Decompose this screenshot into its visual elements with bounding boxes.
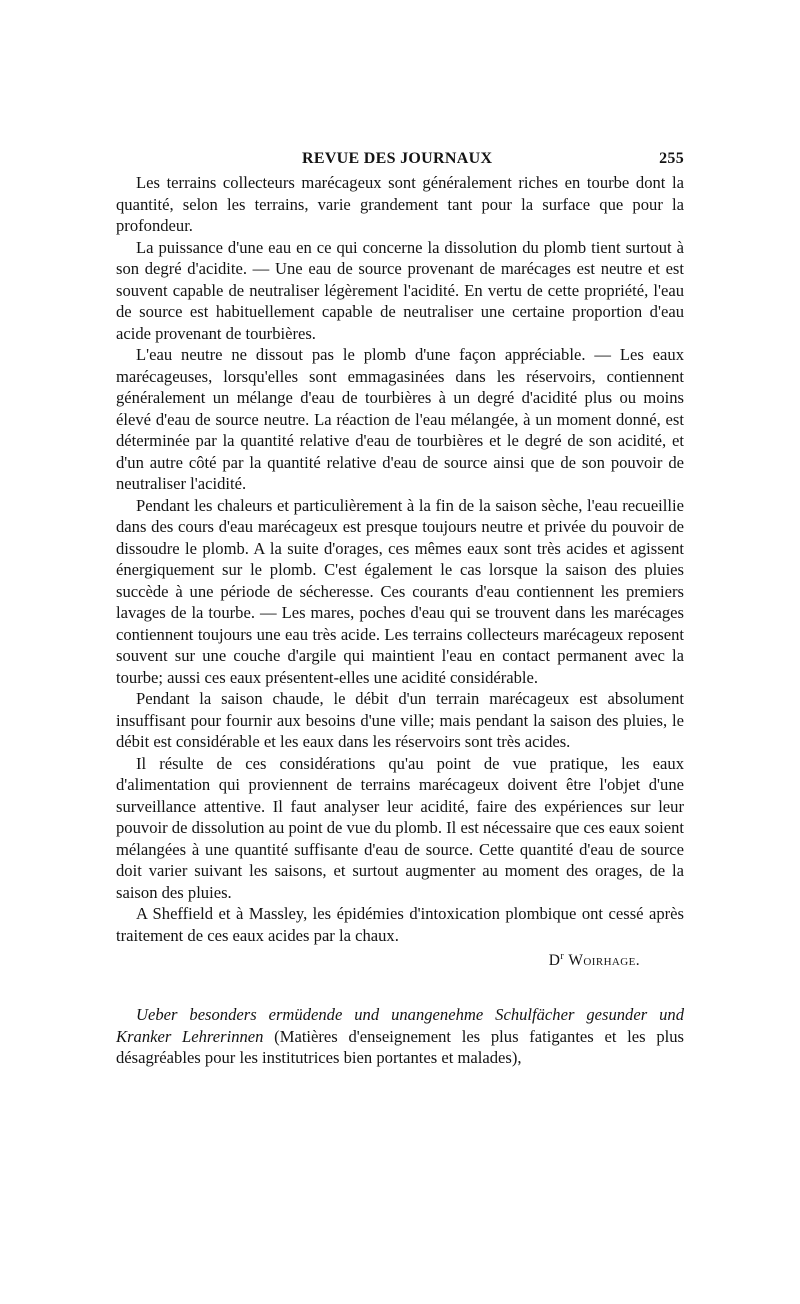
next-review-entry [116, 1004, 684, 1069]
paragraph: Il résulte de ces considérations qu'au point de vue pratique, les eaux d'alimentation qui proviennent de terrains marécageux doivent être l'objet d'une surveillance attentive. Il faut analyser leur acidité, faire des expériences sur leur pouvoir de dissolution au point de vue du plomb. Il est nécessaire que ces eaux soient mélangées à une quantité suffisante d'eau de source. Cette quantité d'eau de source doit varier suivant les saisons, et surtout augmenter au moment des orages, de la saison des pluies. [116, 753, 684, 902]
review-title: Ueber besonders ermüdende und unangenehme Schulfächer gesunder und Kranker Lehrerinnen [116, 1005, 684, 1046]
signature-prefix: D [548, 952, 561, 969]
article-body [116, 172, 684, 946]
signature-name: Woirhage. [568, 952, 640, 969]
paragraph: Pendant la saison chaude, le débit d'un terrain marécageux est absolument insuffisant pour fournir aux besoins d'une ville; mais pendant la saison des pluies, le débit est considérable et les eaux dans les réservoirs sont très acides. [116, 689, 684, 751]
paragraph: A Sheffield et à Massley, les épidémies d'intoxication plombique ont cessé après traitement de ces eaux acides par la chaux. [116, 904, 684, 945]
paragraph: La puissance d'une eau en ce qui concerne la dissolution du plomb tient surtout à son degré d'acidite. — Une eau de source provenant de marécages est neutre et est souvent capable de neutraliser légèrement l'acidité. En vertu de cette propriété, l'eau de source est habituellement capable de neutraliser une certaine proportion d'eau acide provenant de tourbières. [116, 237, 684, 343]
page-number: 255 [659, 150, 684, 167]
signature-superscript: r [560, 950, 565, 962]
running-header [116, 150, 684, 168]
running-title: REVUE DES JOURNAUX [302, 150, 493, 167]
review-description: (Matières d'enseignement les plus fatigantes et les plus désagréables pour les institutrices bien portantes et malades), [116, 1026, 684, 1067]
document-page [116, 150, 684, 1069]
author-signature [116, 952, 684, 970]
paragraph: Les terrains collecteurs marécageux sont généralement riches en tourbe dont la quantité, selon les terrains, varie grandement tant pour la surface que pour la profondeur. [116, 173, 684, 235]
paragraph: Pendant les chaleurs et particulièrement à la fin de la saison sèche, l'eau recueillie dans des cours d'eau marécageux est presque toujours neutre et privée du pouvoir de dissoudre le plomb. A la suite d'orages, ces mêmes eaux sont très acides et agissent énergiquement sur le plomb. C'est également le cas lorsque la saison des pluies succède à une période de sécheresse. Ces courants d'eau contiennent les premiers lavages de la tourbe. — Les mares, poches d'eau qui se trouvent dans les marécages contiennent toujours une eau très acide. Les terrains collecteurs marécageux reposent souvent sur une couche d'argile qui maintient l'eau en contact permanent avec la tourbe; aussi ces eaux présentent-elles une acidité considérable. [116, 495, 684, 687]
paragraph: L'eau neutre ne dissout pas le plomb d'une façon appréciable. — Les eaux marécageuses, lorsqu'elles sont emmagasinées dans les réservoirs, contiennent généralement un mélange d'eau de tourbières à un degré d'acidité plus ou moins élevé d'eau de source neutre. La réaction de l'eau mélangée, à un moment donné, est déterminée par la quantité relative d'eau de tourbières et le degré de son acidité, et d'un autre côté par la quantité relative d'eau de source ainsi que de son pouvoir de neutraliser l'acidité. [116, 345, 684, 493]
